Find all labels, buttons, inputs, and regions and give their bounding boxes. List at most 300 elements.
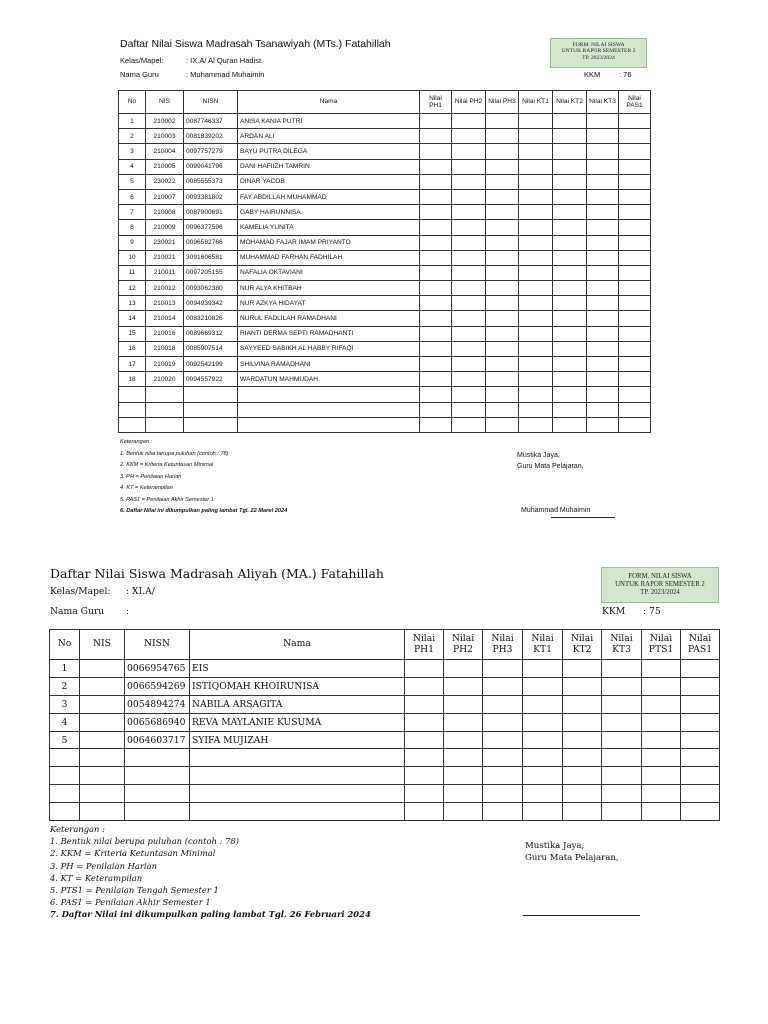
empty-cell[interactable] xyxy=(602,749,642,767)
grade-cell[interactable] xyxy=(587,281,619,296)
grade-cell[interactable] xyxy=(602,660,642,678)
grade-cell[interactable] xyxy=(642,677,681,695)
grade-cell[interactable] xyxy=(587,341,619,356)
grade-cell[interactable] xyxy=(486,144,519,159)
grade-cell[interactable] xyxy=(420,311,452,326)
grade-cell[interactable] xyxy=(619,129,651,144)
grade-cell[interactable] xyxy=(420,205,452,220)
grade-cell[interactable] xyxy=(553,326,587,341)
note-item: 4. KT = Keterampilan xyxy=(120,485,173,491)
grade-cell[interactable] xyxy=(405,695,444,713)
note-item: 1. Bentuk nilai berupa puluhan (contoh : 78) xyxy=(120,450,229,457)
grade-cell[interactable] xyxy=(619,296,651,311)
grade-cell[interactable] xyxy=(486,265,519,280)
cell-nama: MUHAMMAD FARHAN FADHILAH xyxy=(238,250,420,265)
grade-cell[interactable] xyxy=(587,311,619,326)
grade-cell[interactable] xyxy=(483,713,523,731)
grade-cell[interactable] xyxy=(420,372,452,387)
col-header: Nilai KT3 xyxy=(587,91,619,114)
grade-cell[interactable] xyxy=(486,281,519,296)
empty-cell[interactable] xyxy=(587,417,619,432)
guru-label: Nama Guru xyxy=(120,70,159,79)
grade-cell[interactable] xyxy=(619,372,651,387)
empty-cell[interactable] xyxy=(125,803,190,821)
grade-cell[interactable] xyxy=(444,677,483,695)
grade-cell[interactable] xyxy=(681,713,720,731)
empty-cell[interactable] xyxy=(50,767,80,785)
empty-cell[interactable] xyxy=(80,767,125,785)
kelas-value: : XI.A/ xyxy=(126,586,155,597)
empty-cell[interactable] xyxy=(238,402,420,417)
empty-cell[interactable] xyxy=(486,417,519,432)
grade-cell[interactable] xyxy=(619,159,651,174)
grade-cell[interactable] xyxy=(420,114,452,129)
empty-cell[interactable] xyxy=(602,785,642,803)
note-item: 5. PTS1 = Penilaian Tengah Semester 1 xyxy=(50,885,219,896)
grade-cell[interactable] xyxy=(452,265,486,280)
col-header: Nilai KT1 xyxy=(523,630,563,660)
grade-cell[interactable] xyxy=(452,114,486,129)
empty-cell[interactable] xyxy=(619,417,651,432)
grade-cell[interactable] xyxy=(553,311,587,326)
empty-cell[interactable] xyxy=(523,767,563,785)
empty-cell[interactable] xyxy=(681,749,720,767)
grade-cell[interactable] xyxy=(602,695,642,713)
grade-cell[interactable] xyxy=(486,372,519,387)
grade-cell[interactable] xyxy=(519,114,553,129)
form-title: Daftar Nilai Siswa Madrasah Tsanawiyah (MTs.) Fatahillah xyxy=(120,38,391,50)
signature-line xyxy=(523,915,640,916)
empty-cell[interactable] xyxy=(553,402,587,417)
grade-cell[interactable] xyxy=(483,731,523,749)
grade-cell[interactable] xyxy=(523,731,563,749)
empty-cell[interactable] xyxy=(523,785,563,803)
empty-cell[interactable] xyxy=(190,749,405,767)
empty-cell[interactable] xyxy=(184,387,238,402)
empty-cell[interactable] xyxy=(125,767,190,785)
empty-cell[interactable] xyxy=(563,785,602,803)
empty-cell[interactable] xyxy=(184,402,238,417)
grade-cell[interactable] xyxy=(486,129,519,144)
grade-cell[interactable] xyxy=(681,677,720,695)
empty-cell[interactable] xyxy=(519,387,553,402)
grade-cell[interactable] xyxy=(642,713,681,731)
signature-place: Mustika Jaya, xyxy=(525,841,585,851)
grade-cell[interactable] xyxy=(519,220,553,235)
col-header: No xyxy=(119,91,146,114)
empty-cell[interactable] xyxy=(486,387,519,402)
grade-cell[interactable] xyxy=(405,713,444,731)
grade-cell[interactable] xyxy=(486,220,519,235)
grade-cell[interactable] xyxy=(602,713,642,731)
grade-cell[interactable] xyxy=(523,713,563,731)
grade-cell[interactable] xyxy=(587,205,619,220)
grade-cell[interactable] xyxy=(486,311,519,326)
table-row xyxy=(50,677,720,695)
grade-cell[interactable] xyxy=(553,296,587,311)
grade-cell[interactable] xyxy=(519,311,553,326)
grade-cell[interactable] xyxy=(553,189,587,204)
empty-cell[interactable] xyxy=(519,402,553,417)
empty-cell[interactable] xyxy=(190,767,405,785)
grade-cell[interactable] xyxy=(553,220,587,235)
cell-no: 15 xyxy=(119,326,146,341)
grade-cell[interactable] xyxy=(619,326,651,341)
grade-cell[interactable] xyxy=(587,326,619,341)
grade-cell[interactable] xyxy=(420,220,452,235)
empty-cell[interactable] xyxy=(405,785,444,803)
grade-cell[interactable] xyxy=(486,189,519,204)
cell-nisn: 0094557922 xyxy=(184,372,238,387)
cell-nama: NURUL FADLILAH RAMADHANI xyxy=(238,311,420,326)
grade-cell[interactable] xyxy=(619,311,651,326)
kelas-value: : IX.A/ Al Quran Hadist xyxy=(186,56,262,65)
empty-cell[interactable] xyxy=(190,803,405,821)
grade-cell[interactable] xyxy=(619,281,651,296)
empty-cell[interactable] xyxy=(563,767,602,785)
form-ma xyxy=(0,555,768,1024)
grade-cell[interactable] xyxy=(619,144,651,159)
empty-cell[interactable] xyxy=(602,803,642,821)
empty-cell[interactable] xyxy=(553,417,587,432)
cell-nis: 210021 xyxy=(146,250,184,265)
grade-cell[interactable] xyxy=(587,357,619,372)
cell-nisn: 0085907514 xyxy=(184,341,238,356)
grade-cell[interactable] xyxy=(587,174,619,189)
grade-cell[interactable] xyxy=(563,695,602,713)
grade-cell[interactable] xyxy=(420,281,452,296)
grade-cell[interactable] xyxy=(420,129,452,144)
grade-cell[interactable] xyxy=(619,189,651,204)
grade-cell[interactable] xyxy=(420,159,452,174)
cell-nisn: 0092542199 xyxy=(184,357,238,372)
empty-cell[interactable] xyxy=(523,803,563,821)
grade-cell[interactable] xyxy=(405,731,444,749)
note-item: 2. KKM = Kriteria Ketuntasan Minimal xyxy=(50,848,216,859)
cell-nis: 210002 xyxy=(146,114,184,129)
table-row xyxy=(119,326,651,341)
col-header: Nilai PTS1 xyxy=(642,630,681,660)
empty-row xyxy=(119,402,651,417)
grade-cell[interactable] xyxy=(553,114,587,129)
empty-cell[interactable] xyxy=(642,803,681,821)
grade-cell[interactable] xyxy=(452,235,486,250)
grade-cell[interactable] xyxy=(602,731,642,749)
grade-cell[interactable] xyxy=(519,159,553,174)
empty-cell[interactable] xyxy=(444,785,483,803)
empty-cell[interactable] xyxy=(420,402,452,417)
grade-cell[interactable] xyxy=(519,250,553,265)
grade-cell[interactable] xyxy=(444,660,483,678)
empty-cell[interactable] xyxy=(80,785,125,803)
grade-cell[interactable] xyxy=(563,731,602,749)
grade-cell[interactable] xyxy=(486,250,519,265)
empty-cell[interactable] xyxy=(563,749,602,767)
grade-cell[interactable] xyxy=(553,265,587,280)
cell-nama: SAYYEED SABIKH AL HABBY RIFAQI xyxy=(238,341,420,356)
grade-cell[interactable] xyxy=(553,341,587,356)
grade-cell[interactable] xyxy=(486,341,519,356)
grade-cell[interactable] xyxy=(587,235,619,250)
grade-cell[interactable] xyxy=(519,205,553,220)
empty-cell[interactable] xyxy=(420,417,452,432)
grade-cell[interactable] xyxy=(452,341,486,356)
grade-cell[interactable] xyxy=(681,660,720,678)
empty-cell[interactable] xyxy=(50,749,80,767)
empty-cell[interactable] xyxy=(681,803,720,821)
grade-cell[interactable] xyxy=(420,250,452,265)
empty-cell[interactable] xyxy=(444,749,483,767)
empty-cell[interactable] xyxy=(619,387,651,402)
cell-nama: NUR ALYA KHITBAH xyxy=(238,281,420,296)
grade-cell[interactable] xyxy=(420,296,452,311)
grade-cell[interactable] xyxy=(553,235,587,250)
empty-cell[interactable] xyxy=(146,402,184,417)
empty-cell[interactable] xyxy=(587,402,619,417)
grade-cell[interactable] xyxy=(523,677,563,695)
empty-cell[interactable] xyxy=(80,749,125,767)
grade-cell[interactable] xyxy=(420,235,452,250)
grade-cell[interactable] xyxy=(587,265,619,280)
cell-nis: 210018 xyxy=(146,341,184,356)
grade-cell[interactable] xyxy=(486,174,519,189)
grade-cell[interactable] xyxy=(587,189,619,204)
empty-cell[interactable] xyxy=(238,417,420,432)
grade-cell[interactable] xyxy=(553,372,587,387)
empty-cell[interactable] xyxy=(587,387,619,402)
empty-cell[interactable] xyxy=(642,785,681,803)
empty-cell[interactable] xyxy=(553,387,587,402)
grade-cell[interactable] xyxy=(587,144,619,159)
cell-no: 3 xyxy=(119,144,146,159)
empty-cell[interactable] xyxy=(519,417,553,432)
grade-cell[interactable] xyxy=(519,265,553,280)
grade-cell[interactable] xyxy=(483,695,523,713)
grade-cell[interactable] xyxy=(444,713,483,731)
grade-cell[interactable] xyxy=(553,129,587,144)
grade-cell[interactable] xyxy=(553,281,587,296)
grade-cell[interactable] xyxy=(519,174,553,189)
grade-cell[interactable] xyxy=(420,326,452,341)
grade-cell[interactable] xyxy=(452,311,486,326)
grade-cell[interactable] xyxy=(486,235,519,250)
empty-cell[interactable] xyxy=(125,749,190,767)
grade-cell[interactable] xyxy=(452,326,486,341)
grade-cell[interactable] xyxy=(587,250,619,265)
cell-nisn: 0064603717 xyxy=(125,731,190,749)
grade-cell[interactable] xyxy=(519,372,553,387)
grade-cell[interactable] xyxy=(587,372,619,387)
empty-cell[interactable] xyxy=(523,749,563,767)
grade-cell[interactable] xyxy=(452,144,486,159)
empty-cell[interactable] xyxy=(146,417,184,432)
grade-cell[interactable] xyxy=(452,296,486,311)
empty-cell[interactable] xyxy=(50,803,80,821)
note-item: 6. PAS1 = Penilaian Akhir Semester 1 xyxy=(50,897,211,908)
empty-cell[interactable] xyxy=(190,785,405,803)
empty-row xyxy=(50,767,720,785)
empty-cell[interactable] xyxy=(483,803,523,821)
grade-cell[interactable] xyxy=(642,731,681,749)
badge-line: UNTUK RAPOR SEMESTER 2 xyxy=(561,48,636,55)
grade-cell[interactable] xyxy=(519,296,553,311)
header-row xyxy=(119,91,651,114)
empty-cell[interactable] xyxy=(405,767,444,785)
empty-cell[interactable] xyxy=(50,785,80,803)
grade-cell[interactable] xyxy=(563,677,602,695)
grade-cell[interactable] xyxy=(486,357,519,372)
grade-cell[interactable] xyxy=(452,357,486,372)
cell-no: 2 xyxy=(50,677,80,695)
empty-cell[interactable] xyxy=(184,417,238,432)
grade-cell[interactable] xyxy=(483,677,523,695)
cell-nis xyxy=(80,677,125,695)
grade-cell[interactable] xyxy=(519,357,553,372)
guru-label: Nama Guru xyxy=(50,606,105,617)
grade-cell[interactable] xyxy=(563,713,602,731)
grade-cell[interactable] xyxy=(619,114,651,129)
grade-cell[interactable] xyxy=(587,114,619,129)
grade-cell[interactable] xyxy=(486,159,519,174)
grade-cell[interactable] xyxy=(619,174,651,189)
empty-cell[interactable] xyxy=(681,785,720,803)
grade-cell[interactable] xyxy=(420,341,452,356)
signature-role: Guru Mata Pelajaran, xyxy=(525,853,619,863)
empty-cell[interactable] xyxy=(452,417,486,432)
grade-cell[interactable] xyxy=(444,695,483,713)
empty-cell[interactable] xyxy=(483,749,523,767)
grade-cell[interactable] xyxy=(452,250,486,265)
grade-cell[interactable] xyxy=(486,326,519,341)
grade-cell[interactable] xyxy=(619,220,651,235)
empty-cell[interactable] xyxy=(642,749,681,767)
grade-cell[interactable] xyxy=(619,341,651,356)
grade-cell[interactable] xyxy=(452,220,486,235)
cell-no: 7 xyxy=(119,205,146,220)
grade-cell[interactable] xyxy=(587,129,619,144)
empty-cell[interactable] xyxy=(405,803,444,821)
grade-cell[interactable] xyxy=(519,326,553,341)
grade-cell[interactable] xyxy=(452,174,486,189)
kkm-value: : 75 xyxy=(643,606,661,617)
grade-cell[interactable] xyxy=(553,144,587,159)
grade-cell[interactable] xyxy=(486,296,519,311)
empty-cell[interactable] xyxy=(444,803,483,821)
grade-cell[interactable] xyxy=(452,205,486,220)
grade-cell[interactable] xyxy=(553,357,587,372)
grade-cell[interactable] xyxy=(523,695,563,713)
empty-cell[interactable] xyxy=(452,387,486,402)
grade-cell[interactable] xyxy=(519,341,553,356)
grade-cell[interactable] xyxy=(452,281,486,296)
grade-cell[interactable] xyxy=(619,235,651,250)
cell-nis: 210004 xyxy=(146,144,184,159)
grade-cell[interactable] xyxy=(553,174,587,189)
empty-cell[interactable] xyxy=(119,402,146,417)
grade-cell[interactable] xyxy=(452,372,486,387)
empty-cell[interactable] xyxy=(405,749,444,767)
empty-cell[interactable] xyxy=(681,767,720,785)
grade-cell[interactable] xyxy=(563,660,602,678)
empty-cell[interactable] xyxy=(238,387,420,402)
grade-cell[interactable] xyxy=(519,235,553,250)
grade-cell[interactable] xyxy=(619,265,651,280)
empty-cell[interactable] xyxy=(619,402,651,417)
grade-cell[interactable] xyxy=(642,695,681,713)
empty-cell[interactable] xyxy=(452,402,486,417)
grade-cell[interactable] xyxy=(452,129,486,144)
grade-cell[interactable] xyxy=(452,159,486,174)
empty-cell[interactable] xyxy=(119,417,146,432)
cell-nisn: 0093062380 xyxy=(184,281,238,296)
grade-cell[interactable] xyxy=(519,281,553,296)
cell-nama: FAY ABDILLAH MUHAMMAD xyxy=(238,189,420,204)
empty-row xyxy=(50,785,720,803)
grade-cell[interactable] xyxy=(619,357,651,372)
grade-cell[interactable] xyxy=(405,660,444,678)
grade-cell[interactable] xyxy=(681,695,720,713)
empty-cell[interactable] xyxy=(119,387,146,402)
grade-cell[interactable] xyxy=(420,174,452,189)
grade-cell[interactable] xyxy=(420,189,452,204)
grade-cell[interactable] xyxy=(602,677,642,695)
grade-cell[interactable] xyxy=(553,159,587,174)
empty-cell[interactable] xyxy=(602,767,642,785)
grade-cell[interactable] xyxy=(642,660,681,678)
grade-cell[interactable] xyxy=(681,731,720,749)
grade-cell[interactable] xyxy=(587,220,619,235)
grade-cell[interactable] xyxy=(420,144,452,159)
cell-nis xyxy=(80,695,125,713)
empty-cell[interactable] xyxy=(125,785,190,803)
empty-cell[interactable] xyxy=(642,767,681,785)
grade-cell[interactable] xyxy=(553,250,587,265)
cell-nama: DINAR YACOB xyxy=(238,174,420,189)
form-badge xyxy=(550,38,647,68)
grade-cell[interactable] xyxy=(444,731,483,749)
table-row xyxy=(119,265,651,280)
empty-cell[interactable] xyxy=(486,402,519,417)
empty-cell[interactable] xyxy=(444,767,483,785)
empty-cell[interactable] xyxy=(483,767,523,785)
signer-name: Muhammad Muhaimin xyxy=(521,507,591,514)
empty-cell[interactable] xyxy=(483,785,523,803)
col-header: No xyxy=(50,630,80,660)
cell-nis: 210008 xyxy=(146,205,184,220)
grade-cell[interactable] xyxy=(486,205,519,220)
grade-cell[interactable] xyxy=(452,189,486,204)
cell-nis xyxy=(80,713,125,731)
grade-cell[interactable] xyxy=(519,129,553,144)
grade-cell[interactable] xyxy=(420,265,452,280)
grade-cell[interactable] xyxy=(420,357,452,372)
grade-cell[interactable] xyxy=(486,114,519,129)
grade-cell[interactable] xyxy=(619,205,651,220)
grade-cell[interactable] xyxy=(587,159,619,174)
empty-cell[interactable] xyxy=(146,387,184,402)
empty-cell[interactable] xyxy=(80,803,125,821)
grade-cell[interactable] xyxy=(519,144,553,159)
grade-cell[interactable] xyxy=(523,660,563,678)
grade-cell[interactable] xyxy=(619,250,651,265)
grade-cell[interactable] xyxy=(519,189,553,204)
grade-cell[interactable] xyxy=(405,677,444,695)
grade-cell[interactable] xyxy=(553,205,587,220)
grade-cell[interactable] xyxy=(587,296,619,311)
grade-cell[interactable] xyxy=(483,660,523,678)
empty-cell[interactable] xyxy=(563,803,602,821)
empty-cell[interactable] xyxy=(420,387,452,402)
